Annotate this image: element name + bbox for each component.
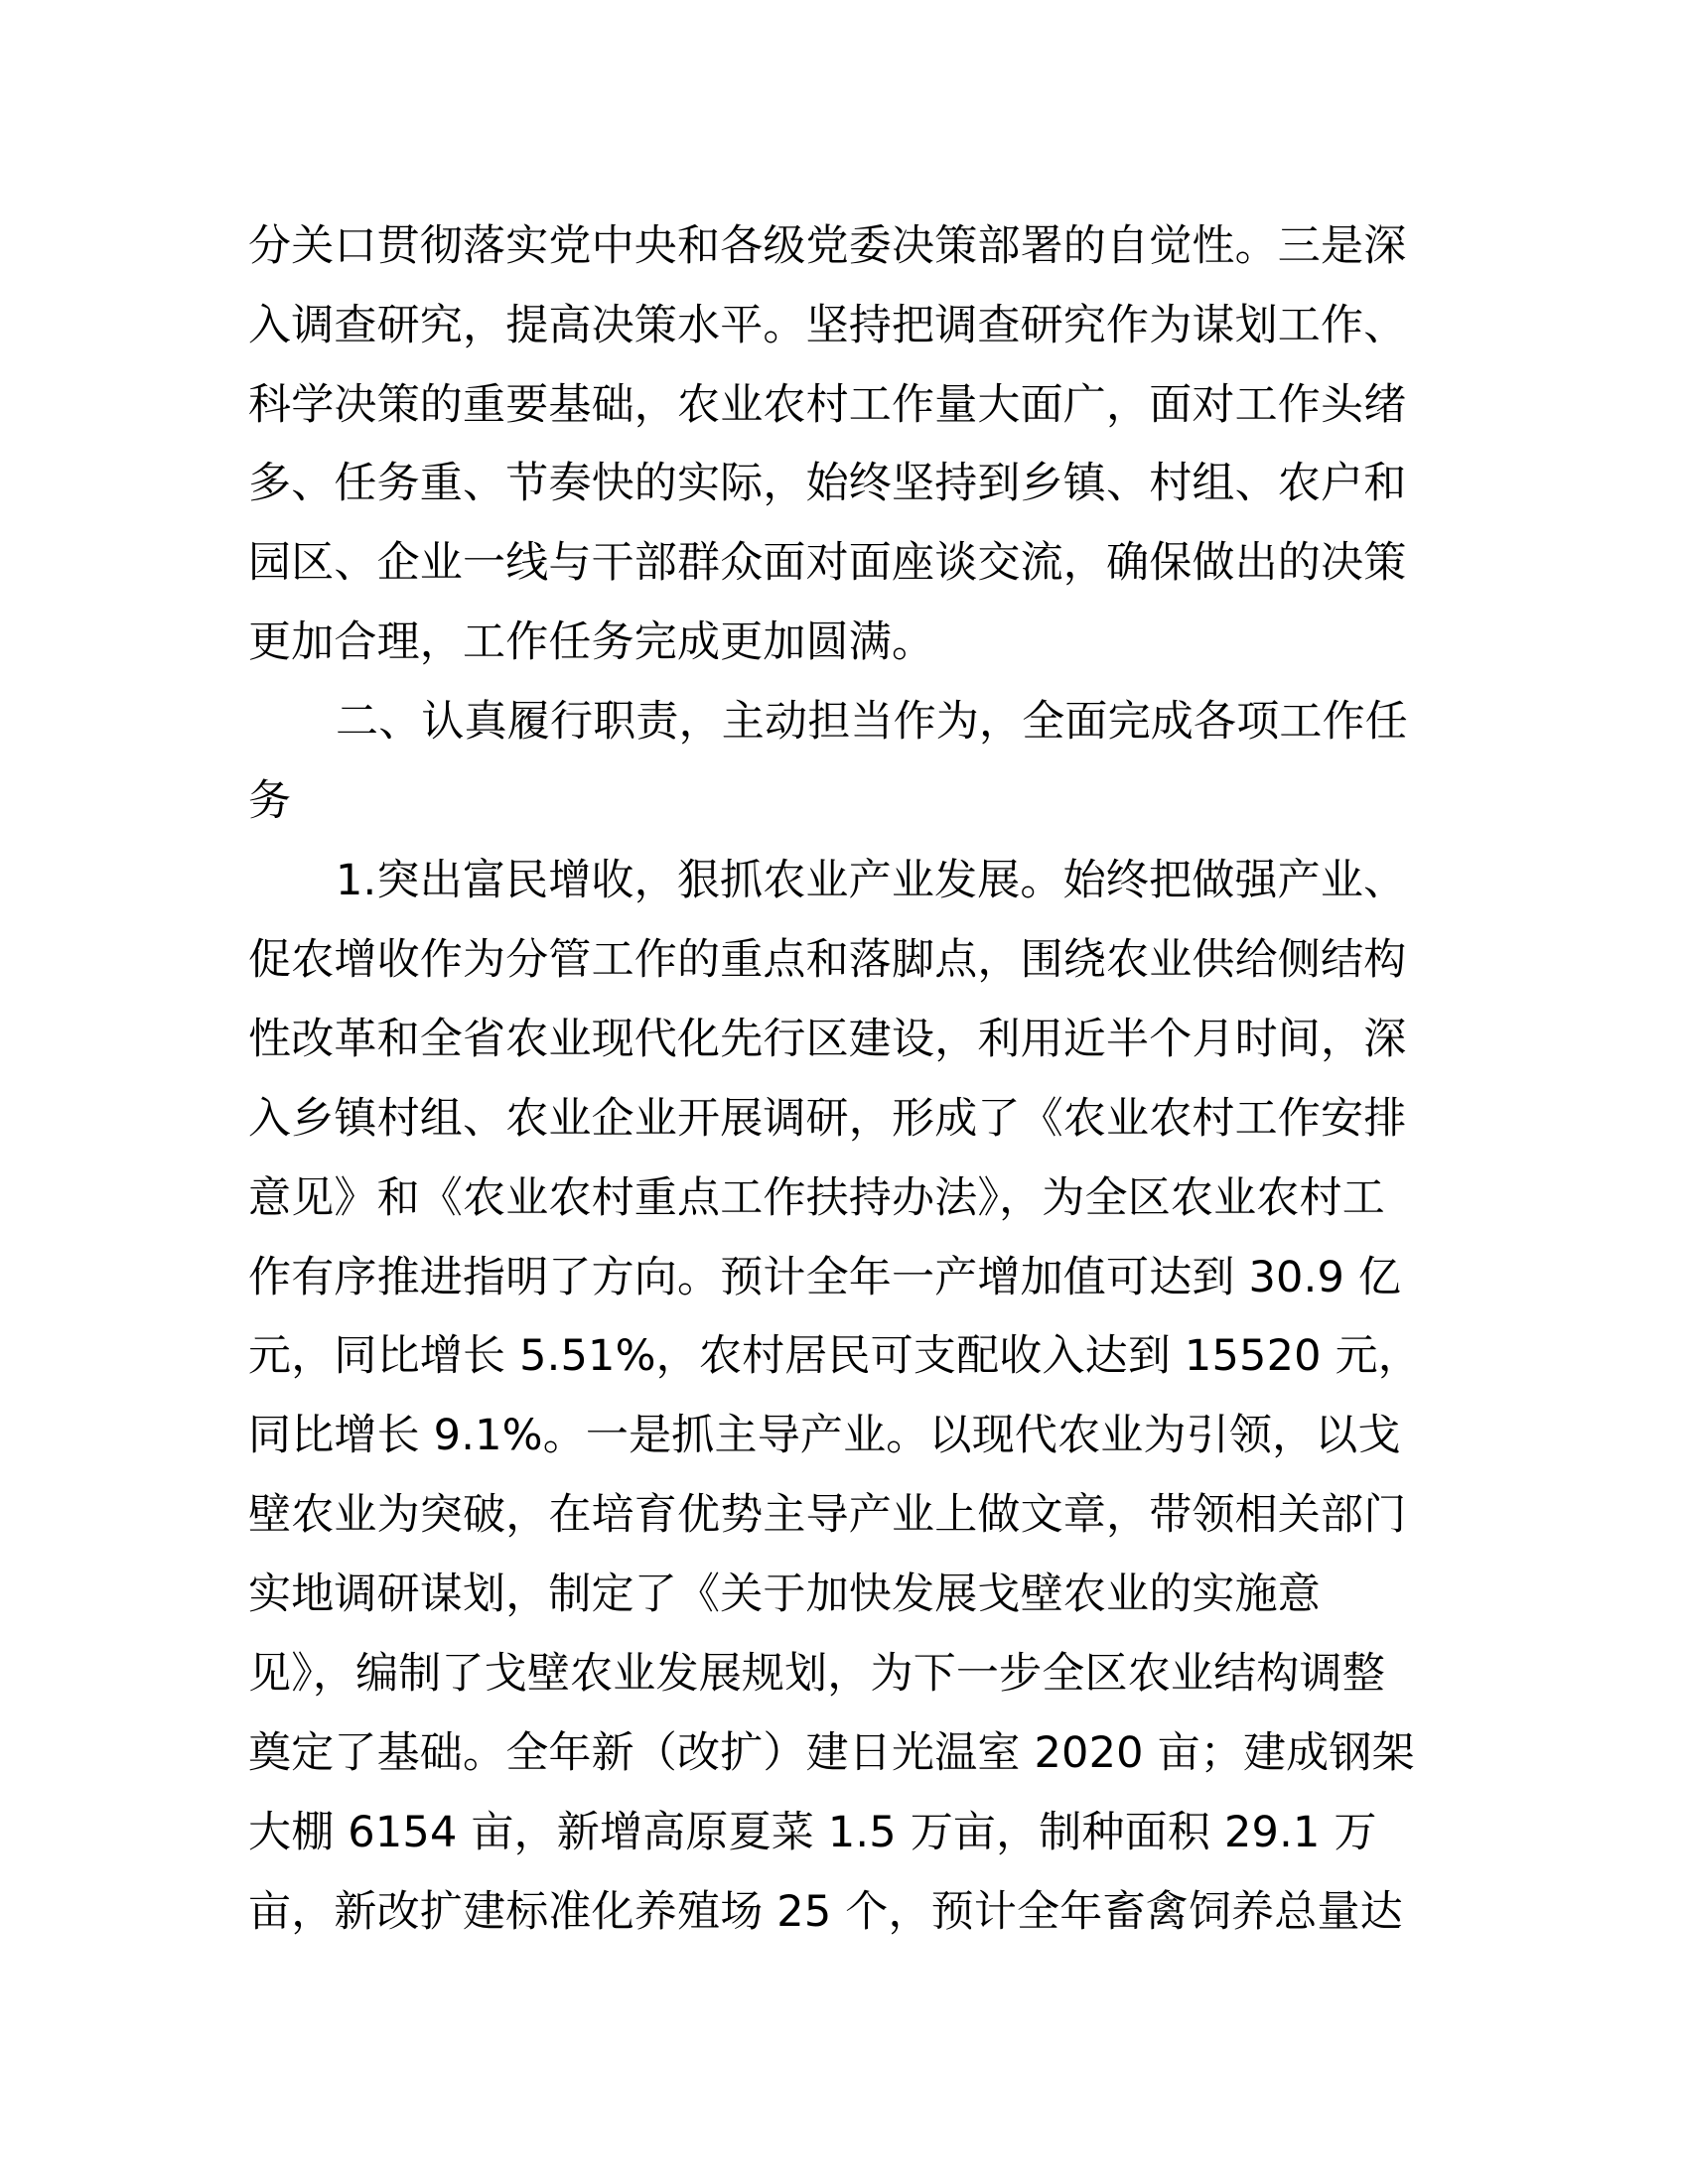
text-line: 元，同比增长 5.51%，农村居民可支配收入达到 15520 元， [248, 1331, 1421, 1381]
text-line: 壁农业为突破，在培育优势主导产业上做文章，带领相关部门 [248, 1490, 1407, 1540]
text-line: 分关口贯彻落实党中央和各级党委决策部署的自觉性。三是深 [248, 221, 1407, 271]
text-line: 促农增收作为分管工作的重点和落脚点，围绕农业供给侧结构 [248, 935, 1407, 985]
text-line: 奠定了基础。全年新（改扩）建日光温室 2020 亩；建成钢架 [248, 1728, 1415, 1778]
section-heading-line: 务 [248, 776, 292, 826]
text-line: 意见》和《农业农村重点工作扶持办法》，为全区农业农村工 [248, 1173, 1385, 1223]
section-heading-line: 二、认真履行职责，主动担当作为，全面完成各项工作任 [336, 697, 1408, 747]
text-line: 入调查研究，提高决策水平。坚持把调查研究作为谋划工作、 [248, 301, 1407, 350]
text-line: 多、任务重、节奏快的实际，始终坚持到乡镇、村组、农户和 [248, 459, 1407, 508]
text-line: 见》，编制了戈壁农业发展规划，为下一步全区农业结构调整 [248, 1649, 1385, 1699]
text-line: 1.突出富民增收，狠抓农业产业发展。始终把做强产业、 [336, 856, 1407, 905]
text-line: 大棚 6154 亩，新增高原夏菜 1.5 万亩，制种面积 29.1 万 [248, 1808, 1377, 1857]
text-line: 亩，新改扩建标准化养殖场 25 个，预计全年畜禽饲养总量达 [248, 1887, 1403, 1937]
text-line: 性改革和全省农业现代化先行区建设，利用近半个月时间，深 [248, 1015, 1407, 1064]
text-line: 园区、企业一线与干部群众面对面座谈交流，确保做出的决策 [248, 538, 1407, 588]
text-line: 实地调研谋划，制定了《关于加快发展戈壁农业的实施意 [248, 1570, 1321, 1619]
text-line: 更加合理，工作任务完成更加圆满。 [248, 617, 935, 667]
text-line: 科学决策的重要基础，农业农村工作量大面广，面对工作头绪 [248, 380, 1407, 430]
text-line: 同比增长 9.1%。一是抓主导产业。以现代农业为引领，以戈 [248, 1411, 1401, 1460]
text-line: 入乡镇村组、农业企业开展调研，形成了《农业农村工作安排 [248, 1094, 1407, 1144]
text-line: 作有序推进指明了方向。预计全年一产增加值可达到 30.9 亿 [248, 1253, 1402, 1302]
